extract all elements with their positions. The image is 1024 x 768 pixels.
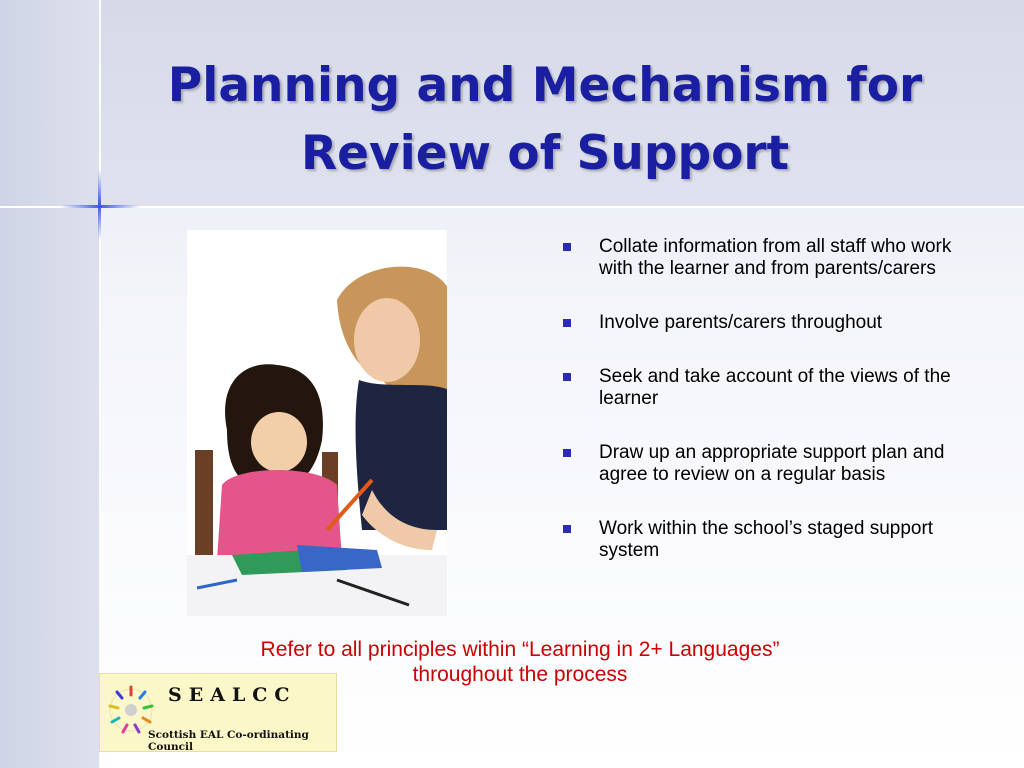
title-line-2: Review of Support — [300, 126, 790, 181]
bullet-marker — [563, 373, 571, 381]
bullet-marker — [563, 525, 571, 533]
logo-name: SEALCC — [168, 684, 297, 706]
teacher-and-child-photo — [187, 230, 447, 616]
bullet-item — [560, 442, 980, 486]
bullet-marker — [563, 243, 571, 251]
bullet-text: Collate information from all staff who work with the learner and from parents/carers — [599, 236, 952, 279]
bullet-marker — [563, 319, 571, 327]
sparkle-vertical — [98, 170, 101, 240]
vertical-accent-line — [99, 0, 101, 768]
bullet-item — [560, 312, 980, 334]
bullet-marker — [563, 449, 571, 457]
logo-subtitle: Scottish EAL Co-ordinating Council — [148, 729, 309, 753]
slide-title — [110, 52, 980, 188]
bullet-list — [560, 236, 980, 594]
bullet-text: Draw up an appropriate support plan and agree to review on a regular basis — [599, 442, 945, 485]
bullet-item — [560, 518, 980, 562]
bullet-item — [560, 236, 980, 280]
horizontal-accent-line — [0, 206, 1024, 208]
note-line-2: throughout the process — [412, 663, 628, 686]
bullet-text: Seek and take account of the views of the learner — [599, 366, 951, 409]
sealcc-logo — [99, 673, 337, 752]
title-line-1: Planning and Mechanism for — [167, 58, 923, 113]
bullet-item — [560, 366, 980, 410]
bullet-text: Work within the school’s staged support system — [599, 518, 934, 561]
photo-illustration — [187, 230, 447, 616]
bullet-text: Involve parents/carers throughout — [599, 312, 883, 333]
left-accent-band — [0, 0, 100, 768]
note-line-1: Refer to all principles within “Learning in 2+ Languages” — [260, 638, 780, 661]
